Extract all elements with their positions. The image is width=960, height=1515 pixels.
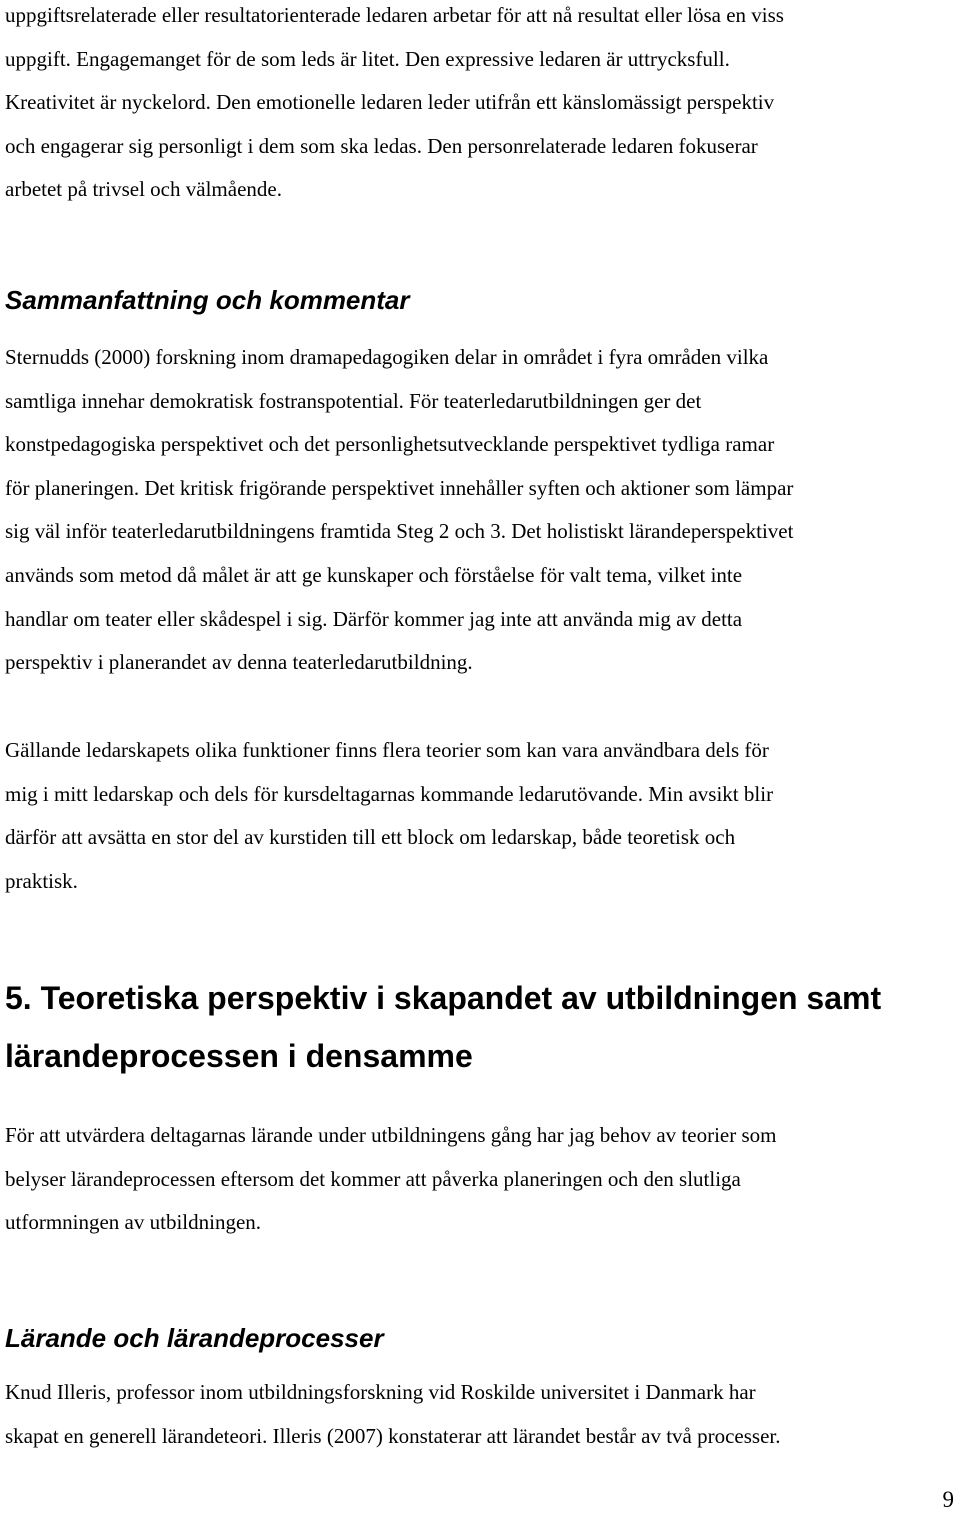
text-line: samtliga innehar demokratisk fostranspotential. För teaterledarutbildningen ger det [5, 388, 702, 413]
text-line: arbetet på trivsel och välmående. [5, 177, 282, 202]
section-5-heading [5, 969, 881, 1085]
text-line: För att utvärdera deltagarnas lärande under utbildningens gång har jag behov av teorier som [5, 1123, 777, 1147]
text-line: Sternudds (2000) forskning inom dramapedagogiken delar in området i fyra områden vilka [5, 345, 769, 369]
summary-paragraph-2 [5, 729, 773, 903]
text-line: Gällande ledarskapets olika funktioner finns flera teorier som kan vara användbara dels för [5, 738, 769, 762]
text-line: konstpedagogiska perspektivet och det personlighetsutvecklande perspektivet tydliga ramar [5, 432, 775, 457]
text-line: för planeringen. Det kritisk frigörande perspektivet innehåller syften och aktioner som lämpar [5, 475, 794, 500]
learning-paragraph [5, 1371, 781, 1458]
text-line: därför att avsätta en stor del av kurstiden till ett block om ledarskap, både teoretisk och [5, 825, 736, 850]
text-line: uppgift. Engagemanget för de som leds är litet. Den expressive ledaren är uttrycksfull. [5, 46, 730, 71]
text-line: utformningen av utbildningen. [5, 1210, 262, 1235]
text-line: används som metod då målet är att ge kunskaper och förståelse för valt tema, vilket inte [5, 562, 743, 587]
page-number: 9 [942, 1487, 954, 1512]
text-line: sig väl inför teaterledarutbildningens framtida Steg 2 och 3. Det holistiskt lärandeperspektivet [5, 519, 794, 544]
text-line: Kreativitet är nyckelord. Den emotionelle ledaren leder utifrån ett känslomässigt perspektiv [5, 90, 775, 115]
text-line: belyser lärandeprocessen eftersom det kommer att påverka planeringen och den slutliga [5, 1166, 741, 1191]
section-5-heading-line-2: lärandeprocessen i densamme [5, 1038, 473, 1074]
section-5-heading-line-1: 5. Teoretiska perspektiv i skapandet av utbildningen samt [5, 980, 882, 1016]
text-line: mig i mitt ledarskap och dels för kursdeltagarnas kommande ledarutövande. Min avsikt blir [5, 781, 774, 806]
text-line: handlar om teater eller skådespel i sig. Därför kommer jag inte att använda mig av detta [5, 606, 743, 631]
text-line: Knud Illeris, professor inom utbildningsforskning vid Roskilde universitet i Danmark har [5, 1380, 756, 1404]
intro-paragraph [5, 0, 784, 212]
section-5-paragraph [5, 1114, 776, 1245]
section-heading-learning: Lärande och lärandeprocesser [5, 1323, 384, 1353]
summary-paragraph-1 [5, 336, 793, 685]
section-heading-summary: Sammanfattning och kommentar [5, 285, 410, 315]
text-line: uppgiftsrelaterade eller resultatorienterade ledaren arbetar för att nå resultat eller lösa en viss [5, 3, 784, 27]
text-line: perspektiv i planerandet av denna teaterledarutbildning. [5, 650, 473, 675]
text-line: skapat en generell lärandeteori. Illeris (2007) konstaterar att lärandet består av två processer. [5, 1423, 781, 1448]
text-line: praktisk. [5, 868, 78, 893]
text-line: och engagerar sig personligt i dem som ska ledas. Den personrelaterade ledaren fokuserar [5, 133, 758, 158]
